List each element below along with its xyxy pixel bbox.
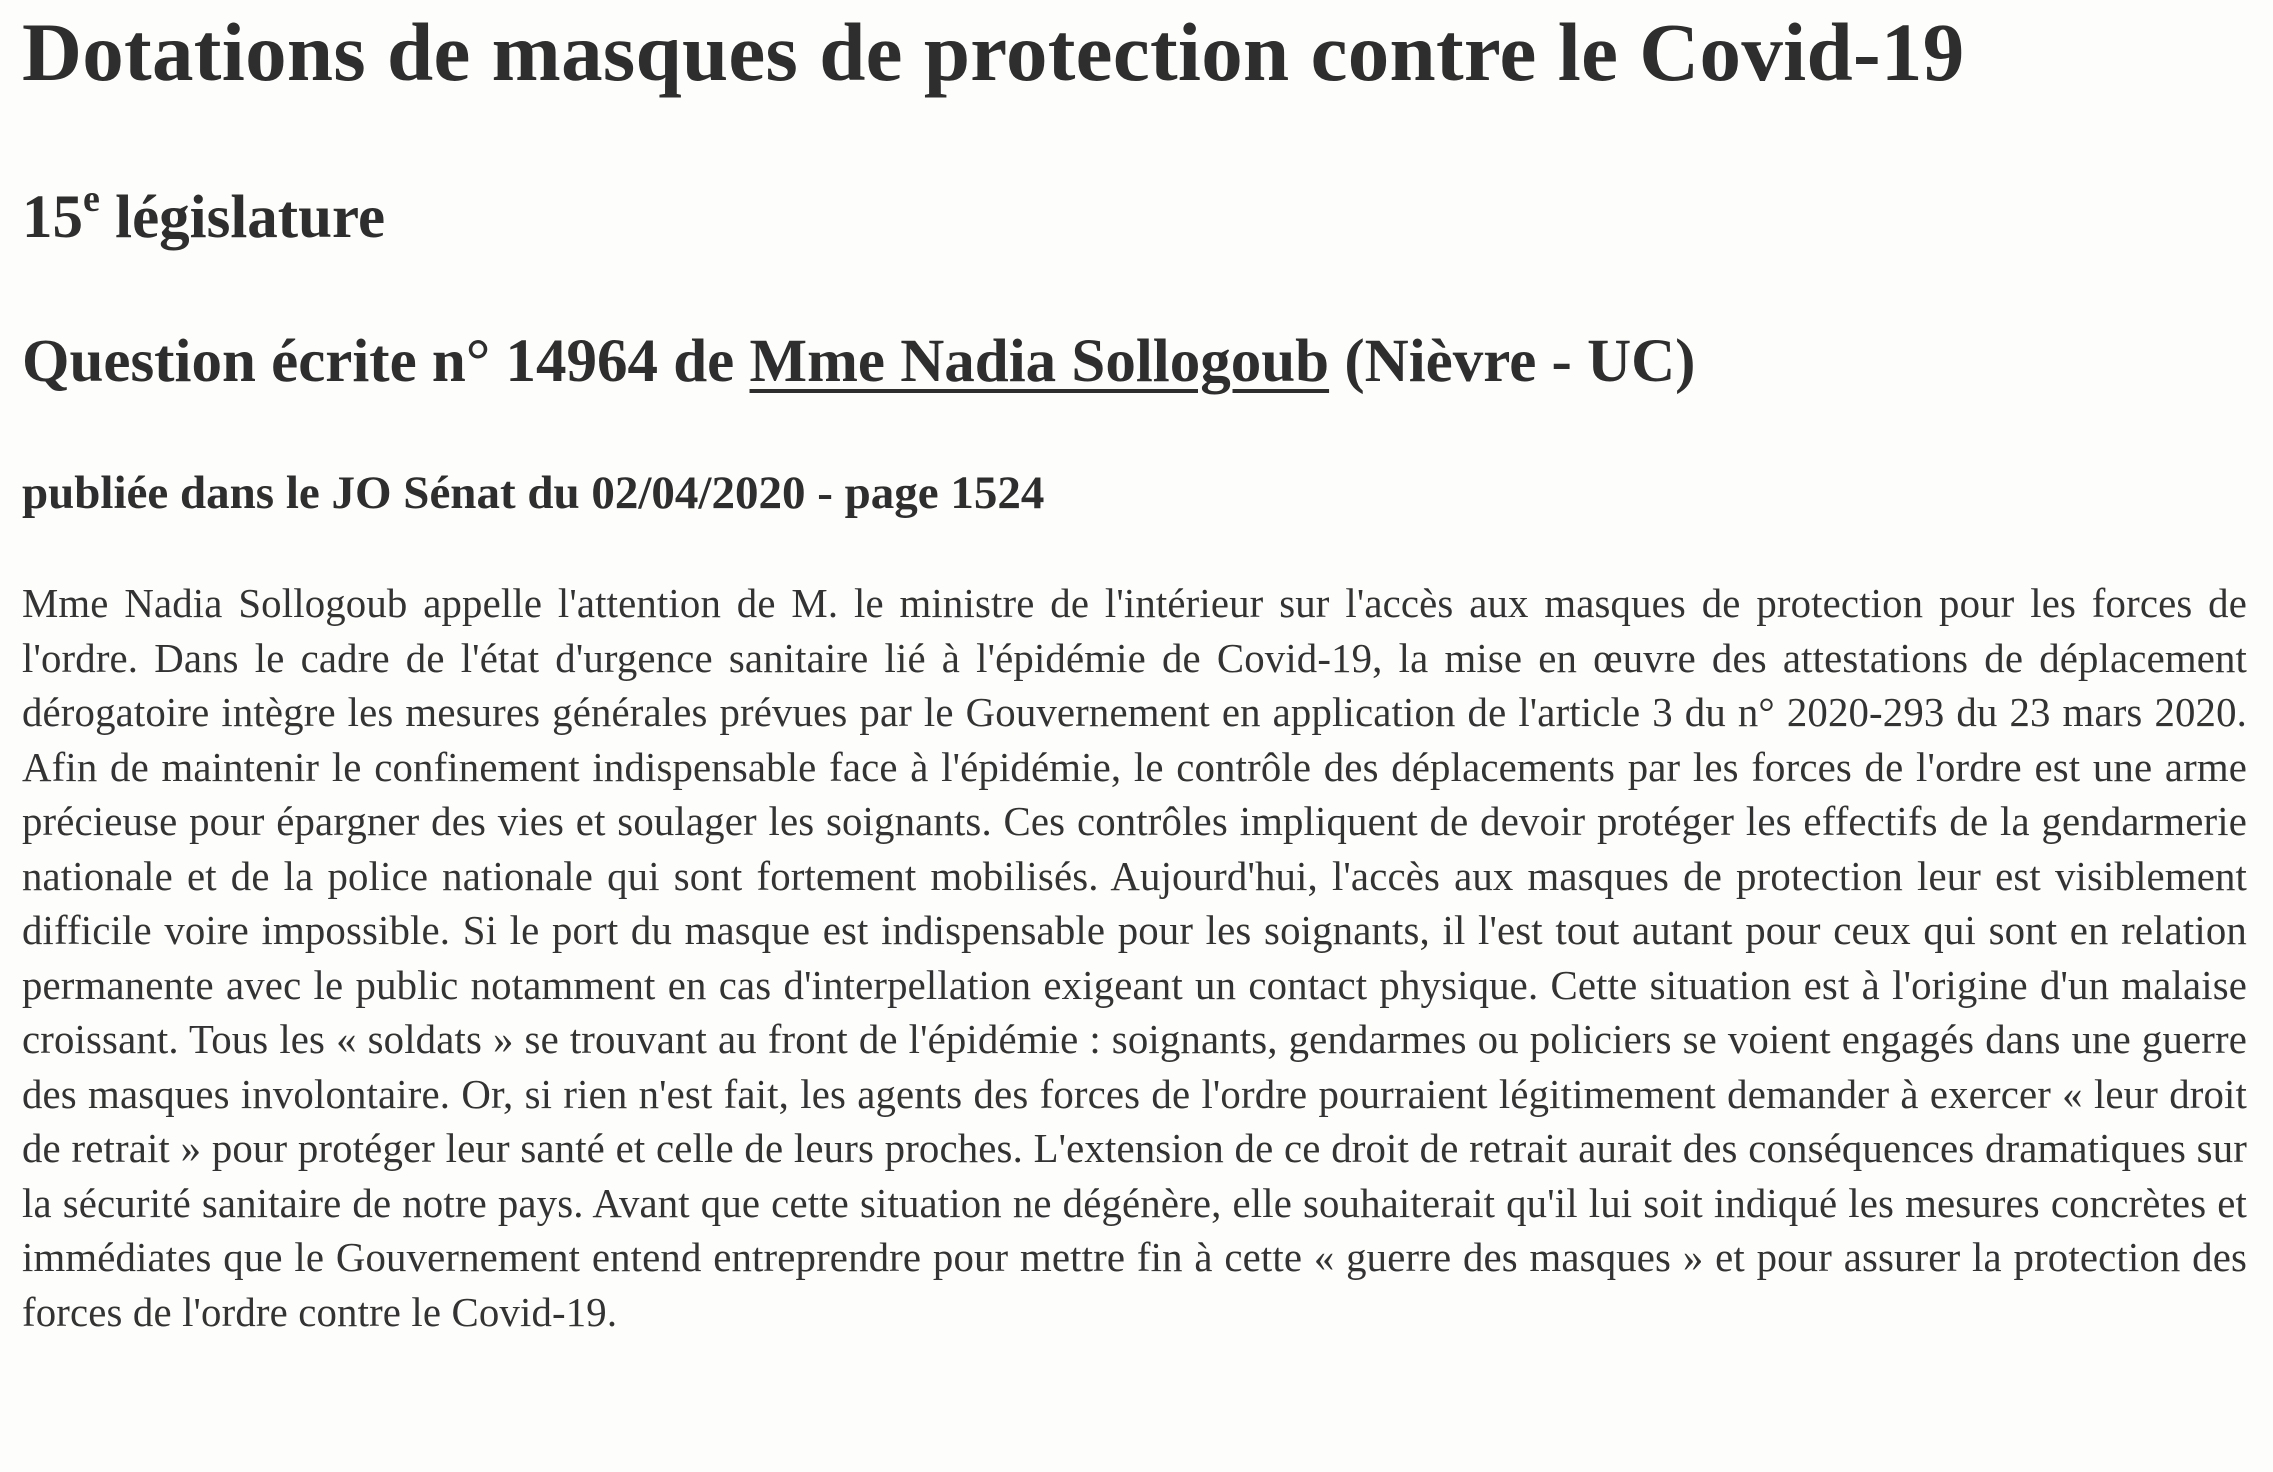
legislature-heading <box>22 178 385 258</box>
page-title: Dotations de masques de protection contre le Covid-19 <box>22 6 1965 98</box>
question-prefix: Question écrite n° 14964 de <box>22 328 750 395</box>
author-link[interactable]: Mme Nadia Sollogoub <box>749 328 1330 395</box>
legislature-label: législature <box>99 184 386 251</box>
publication-line: publiée dans le JO Sénat du 02/04/2020 - page 1524 <box>22 467 1045 519</box>
question-suffix: (Nièvre - UC) <box>1329 328 1696 395</box>
legislature-superscript: e <box>83 178 100 220</box>
legislature-number: 15 <box>22 184 83 251</box>
question-heading <box>22 322 1696 402</box>
question-body: Mme Nadia Sollogoub appelle l'attention de M. le ministre de l'intérieur sur l'accès aux masques de protection pour les forces de l'ordre. Dans le cadre de l'état d'urgence sanitaire lié à l'épidémie de Covid-19, la mise en œuvre des attestations de déplacement dérogatoire intègre les mesures générales prévues par le Gouvernement en application de l'article 3 du n° 2020-293 du 23 mars 2020. Afin de maintenir le confinement indispensable face à l'épidémie, le contrôle des déplacements par les forces de l'ordre est une arme précieuse pour épargner des vies et soulager les soignants. Ces contrôles impliquent de devoir protéger les effectifs de la gendarmerie nationale et de la police nationale qui sont fortement mobilisés. Aujourd'hui, l'accès aux masques de protection leur est visiblement difficile voire impossible. Si le port du masque est indispensable pour les soignants, il l'est tout autant pour ceux qui sont en relation permanente avec le public notamment en cas d'interpellation exigeant un contact physique. Cette situation est à l'origine d'un malaise croissant. Tous les « soldats » se trouvant au front de l'épidémie : soignants, gendarmes ou policiers se voient engagés dans une guerre des masques involontaire. Or, si rien n'est fait, les agents des forces de l'ordre pourraient légitimement demander à exercer « leur droit de retrait » pour protéger leur santé et celle de leurs proches. L'extension de ce droit de retrait aurait des conséquences dramatiques sur la sécurité sanitaire de notre pays. Avant que cette situation ne dégénère, elle souhaiterait qu'il lui soit indiqué les mesures concrètes et immédiates que le Gouvernement entend entreprendre pour mettre fin à cette « guerre des masques » et pour assurer la protection des forces de l'ordre contre le Covid-19. <box>22 581 2247 1335</box>
